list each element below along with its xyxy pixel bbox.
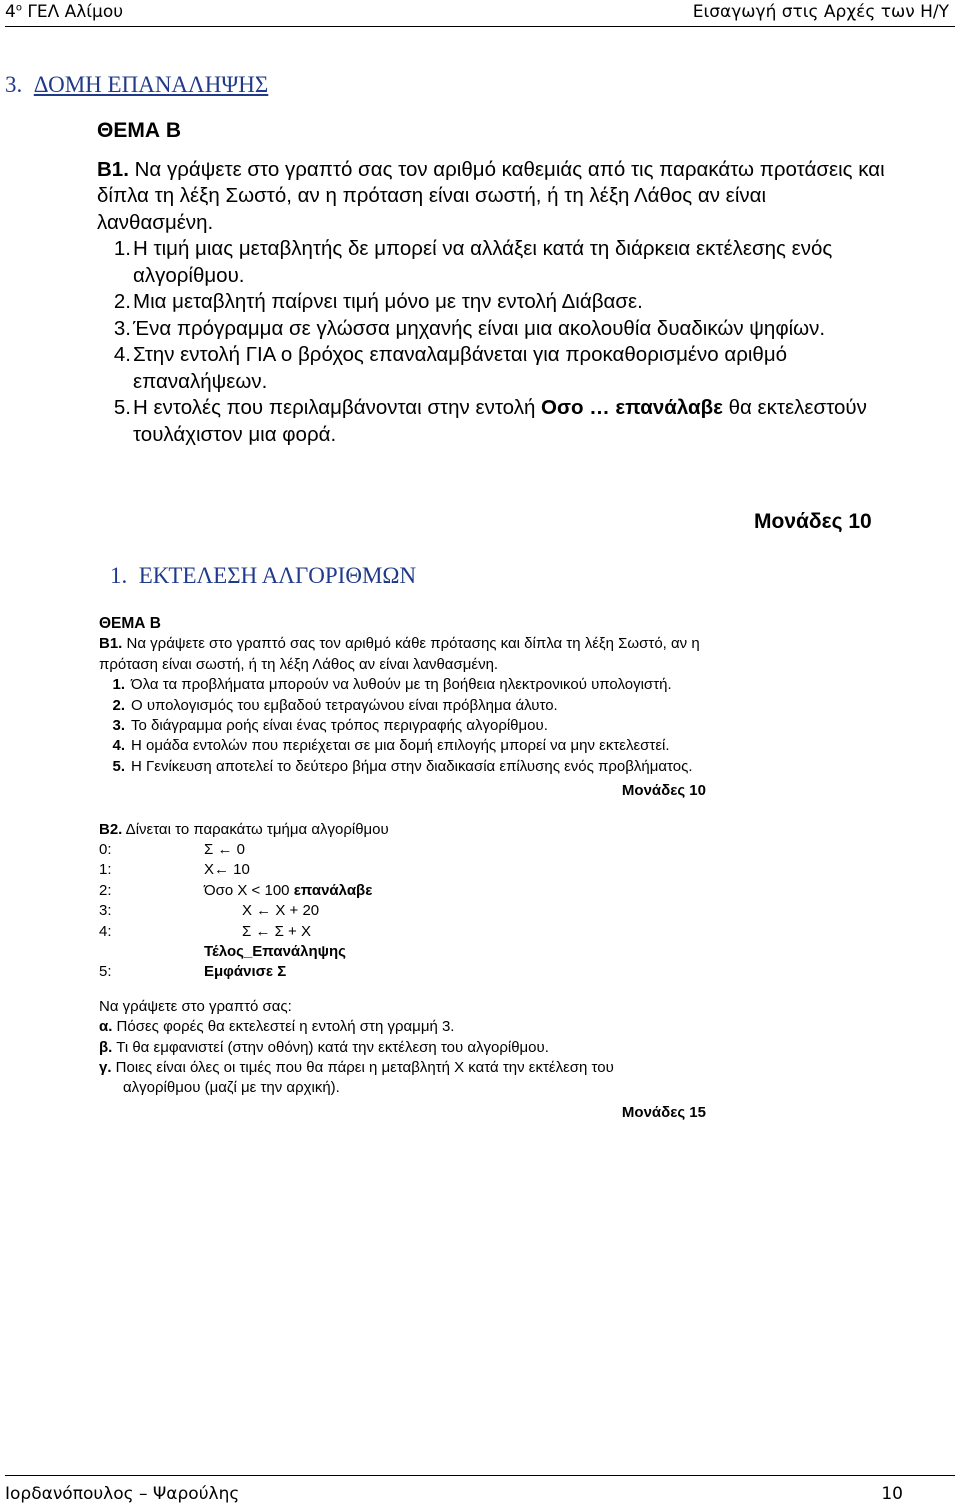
section-title-3 <box>5 72 268 98</box>
item-number: 5. <box>112 757 125 775</box>
course-title: Εισαγωγή στις Αρχές των Η/Υ <box>692 2 949 22</box>
section-heading: ΔΟΜΗ ΕΠΑΝΑΛΗΨΗΣ <box>33 72 269 97</box>
list-item <box>97 236 887 289</box>
item-text-pre: Η εντολές που περιλαμβάνονται στην εντολή <box>133 396 542 419</box>
points-label: Μονάδες 10 <box>754 510 872 533</box>
exam-heading: ΘΕΜΑ Β <box>99 615 161 632</box>
item-text: Ο υπολογισμός του εμβαδού τετραγώνου είναι πρόβλημα άλυτο. <box>131 696 558 714</box>
statement-part: Σ <box>273 963 287 981</box>
item-text: Το διάγραμμα ροής είναι ένας τρόπος περιγραφής αλγορίθμου. <box>131 717 548 735</box>
question-text-continued: αλγορίθμου (μαζί με την αρχική). <box>123 1079 340 1097</box>
statement <box>204 962 714 982</box>
b2-label: Β2. <box>99 820 123 838</box>
line-number: 5: <box>99 963 112 981</box>
question-c <box>99 1058 714 1078</box>
statement-part: Όσο Χ < 100 <box>204 881 294 899</box>
list-item <box>97 395 887 448</box>
code-line <box>99 922 714 942</box>
code-line <box>99 901 714 921</box>
list-item <box>97 342 887 395</box>
b1-label: Β1. <box>97 157 129 181</box>
item-text: Όλα τα προβλήματα μπορούν να λυθούν με τη βοήθεια ηλεκτρονικού υπολογιστή. <box>131 676 672 694</box>
item-text-post: θα εκτελεστούν τουλάχιστον μια φορά. <box>133 396 867 446</box>
section-number: 3. <box>5 72 23 97</box>
section-title-1 <box>110 563 416 589</box>
school-name <box>5 2 123 22</box>
statement: Χ ← Χ + 20 <box>242 902 320 920</box>
item-number: 4. <box>112 737 125 755</box>
item-text: Η ομάδα εντολών που περιέχεται σε μια δομή επιλογής μπορεί να μην εκτελεστεί. <box>131 737 670 755</box>
page-footer <box>5 1475 955 1506</box>
algorithm-code <box>99 840 714 983</box>
item-number: 4. <box>113 343 131 366</box>
question-label: α. <box>99 1018 113 1036</box>
code-line <box>99 881 714 901</box>
item-text: Ένα πρόγραμμα σε γλώσσα μηχανής είναι μια ακολουθία δυαδικών ψηφίων. <box>133 316 826 340</box>
question-label: γ. <box>99 1059 112 1077</box>
item-text: Η τιμή μιας μεταβλητής δε μπορεί να αλλάξει κατά τη διάρκεια εκτέλεσης ενός αλγορίθμου. <box>133 237 833 287</box>
list-item <box>99 757 714 777</box>
question-text: Τι θα εμφανιστεί (στην οθόνη) κατά την εκτέλεση του αλγορίθμου. <box>112 1038 549 1056</box>
item-number: 3. <box>112 717 125 735</box>
list-item <box>99 716 714 736</box>
b1-instructions <box>97 157 887 237</box>
keyword: επανάλαβε <box>293 881 373 899</box>
authors: Ιορδανόπουλος – Ψαρούλης <box>5 1484 240 1504</box>
school-number: 4 <box>5 2 16 22</box>
section-number: 1. <box>110 563 128 588</box>
list-item <box>99 736 714 756</box>
b2-text: Δίνεται το παρακάτω τμήμα αλγορίθμου <box>122 820 389 838</box>
keyword: Εμφάνισε <box>204 963 274 981</box>
questions <box>99 997 714 1099</box>
code-line <box>99 962 714 982</box>
line-number: 4: <box>99 922 112 940</box>
line-number: 0: <box>99 841 112 859</box>
questions-intro: Να γράψετε στο γραπτό σας: <box>99 997 292 1015</box>
list-item <box>97 316 887 343</box>
page-header <box>5 0 955 27</box>
exam-heading: ΘΕΜΑ Β <box>97 119 181 142</box>
item-number: 3. <box>113 316 131 340</box>
school-text: ΓΕΛ Αλίμου <box>21 2 124 22</box>
code-line <box>99 860 714 880</box>
item-text: Στην εντολή ΓΙΑ ο βρόχος επαναλαμβάνεται για προκαθορισμένο αριθμό επαναλήψεων. <box>133 343 788 393</box>
question-text: Ποιες είναι όλες οι τιμές που θα πάρει η μεταβλητή Χ κατά την εκτέλεση του <box>111 1059 614 1077</box>
list-item <box>99 675 714 695</box>
item-text <box>131 395 887 448</box>
points-label: Μονάδες 15 <box>621 1103 706 1121</box>
statement: Σ ← 0 <box>204 841 245 859</box>
list-item <box>97 289 887 316</box>
code-line <box>99 840 714 860</box>
question-text: Πόσες φορές θα εκτελεστεί η εντολή στη γραμμή 3. <box>112 1018 455 1036</box>
list-item <box>99 696 714 716</box>
ordinal-suffix: ο <box>15 2 22 14</box>
question-b <box>99 1038 714 1058</box>
item-text: Η Γενίκευση αποτελεί το δεύτερο βήμα στην διαδικασία επίλυσης ενός προβλήματος. <box>131 757 693 775</box>
item-number: 1. <box>113 237 131 260</box>
item-text-bold: Οσο … επανάλαβε <box>541 396 723 419</box>
item-number: 5. <box>113 396 131 419</box>
statement: Χ← 10 <box>204 861 250 879</box>
line-number: 2: <box>99 881 112 899</box>
item-text: Μια μεταβλητή παίρνει τιμή μόνο με την εντολή Διάβασε. <box>133 290 643 313</box>
statement: Τέλος_Επανάληψης <box>204 943 346 961</box>
question-a <box>99 1017 714 1037</box>
line-number: 1: <box>99 861 112 879</box>
statement <box>204 881 714 901</box>
line-number: 3: <box>99 902 112 920</box>
points-label: Μονάδες 10 <box>621 782 706 800</box>
exam-excerpt-2 <box>99 614 714 1123</box>
statement: Σ ← Σ + Χ <box>242 922 311 940</box>
code-line <box>99 942 714 962</box>
section-heading: ΕΚΤΕΛΕΣΗ ΑΛΓΟΡΙΘΜΩΝ <box>138 563 417 588</box>
b1-instructions <box>99 634 714 675</box>
page-number: 10 <box>881 1484 903 1504</box>
item-number: 2. <box>113 290 131 313</box>
b1-label: Β1. <box>99 635 123 653</box>
question-label: β. <box>99 1038 113 1056</box>
item-number: 2. <box>112 696 125 714</box>
b1-text: Να γράψετε στο γραπτό σας τον αριθμό καθεμιάς από τις παρακάτω προτάσεις και δίπλα τη λέξη Σωστό, αν η πρόταση είναι σωστή, ή τη λέξη Λάθος αν είναι λανθασμένη. <box>97 157 885 234</box>
line-number-empty <box>99 942 204 962</box>
exam-excerpt-1 <box>97 118 887 448</box>
b2-instructions <box>99 820 714 840</box>
item-number: 1. <box>112 676 125 694</box>
b1-text: Να γράψετε στο γραπτό σας τον αριθμό κάθε πρότασης και δίπλα τη λέξη Σωστό, αν η πρόταση είναι σωστή, ή τη λέξη Λάθος αν είναι λανθασμένη. <box>99 635 700 673</box>
